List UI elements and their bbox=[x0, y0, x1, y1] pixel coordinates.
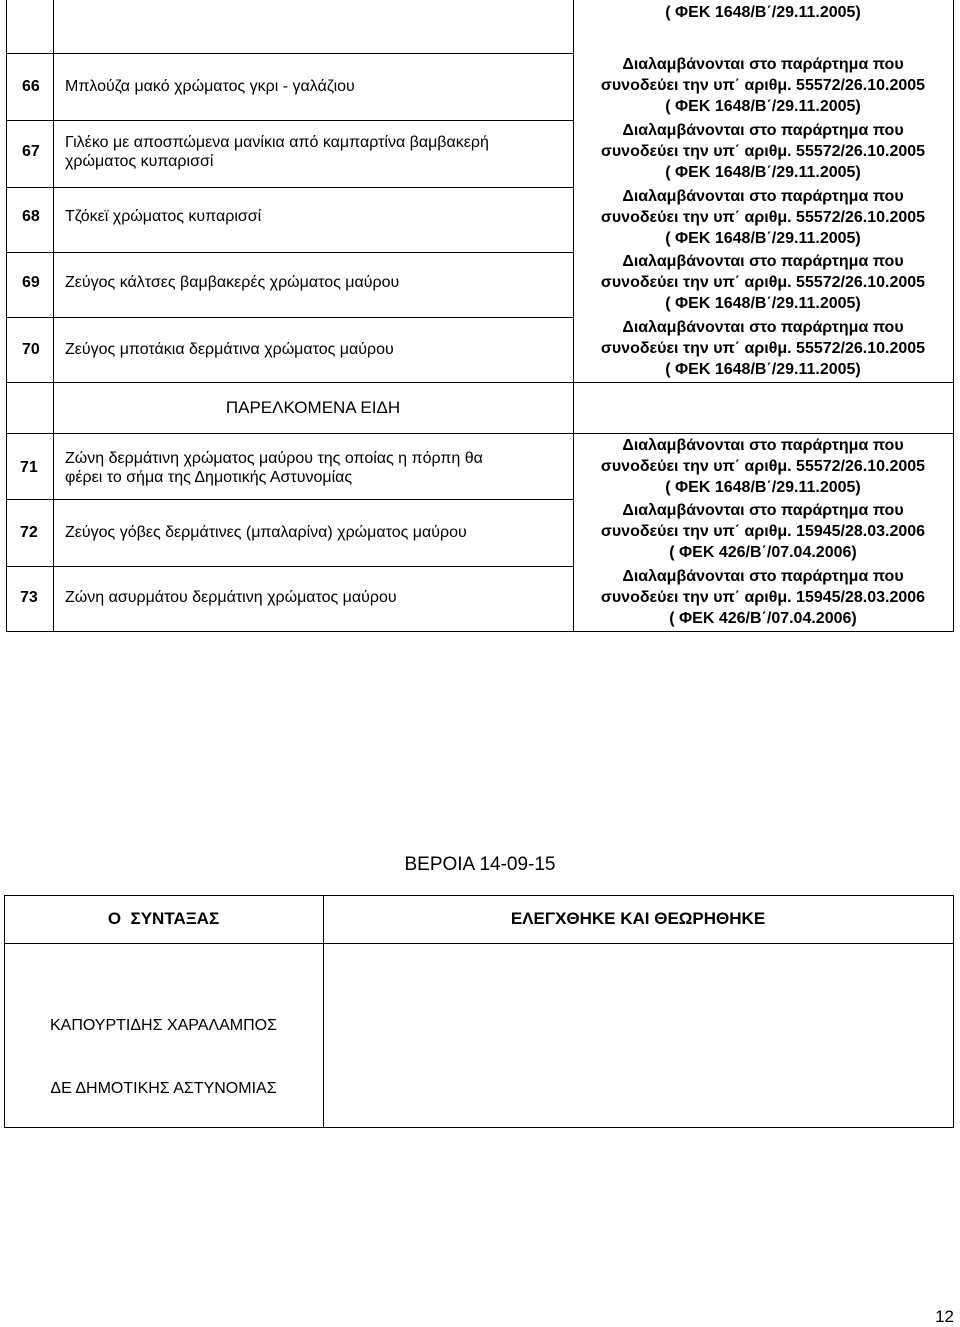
reference-line: συνοδεύει την υπ΄ αριθμ. 15945/28.03.2006 bbox=[600, 523, 926, 540]
reference-line: συνοδεύει την υπ΄ αριθμ. 55572/26.10.2005 bbox=[600, 77, 926, 94]
reference-line: συνοδεύει την υπ΄ αριθμ. 55572/26.10.2005 bbox=[600, 340, 926, 357]
table-rule bbox=[6, 53, 573, 54]
row-description: Ζώνη ασυρμάτου δερμάτινη χρώματος μαύρου bbox=[65, 589, 397, 606]
reference-line: Διαλαμβάνονται στο παράρτημα που bbox=[622, 437, 904, 454]
reference-line: Διαλαμβάνονται στο παράρτημα που bbox=[622, 56, 904, 73]
row-description: φέρει το σήμα της Δημοτικής Αστυνομίας bbox=[65, 469, 353, 486]
reference-line: Διαλαμβάνονται στο παράρτημα που bbox=[622, 122, 904, 139]
reference-line: ( ΦΕΚ 1648/Β΄/29.11.2005) bbox=[665, 98, 861, 115]
table-rule bbox=[6, 566, 573, 567]
approval-heading: ΕΛΕΓΧΘΗΚΕ ΚΑΙ ΘΕΩΡΗΘΗΚΕ bbox=[510, 909, 766, 928]
row-description: Τζόκεϊ χρώματος κυπαρισσί bbox=[65, 208, 262, 225]
reference-line: Διαλαμβάνονται στο παράρτημα που bbox=[622, 568, 904, 585]
reference-line: ( ΦΕΚ 1648/Β΄/29.11.2005) bbox=[665, 479, 861, 496]
reference-line: Διαλαμβάνονται στο παράρτημα που bbox=[622, 188, 904, 205]
section-title: ΠΑΡΕΛΚΟΜΕΝΑ ΕΙΔΗ bbox=[225, 398, 401, 417]
row-description: Γιλέκο με αποσπώμενα μανίκια από καμπαρτίνα βαμβακερή bbox=[65, 134, 489, 151]
table-rule bbox=[6, 120, 573, 121]
table-rule bbox=[6, 382, 953, 383]
table-border-right bbox=[953, 0, 954, 632]
reference-line: ( ΦΕΚ 1648/Β΄/29.11.2005) bbox=[665, 361, 861, 378]
reference-line: συνοδεύει την υπ΄ αριθμ. 55572/26.10.2005 bbox=[600, 274, 926, 291]
row-description: χρώματος κυπαρισσί bbox=[65, 153, 214, 170]
table-border-bottom bbox=[6, 631, 953, 632]
reference-line: συνοδεύει την υπ΄ αριθμ. 55572/26.10.2005 bbox=[600, 458, 926, 475]
reference-line: Διαλαμβάνονται στο παράρτημα που bbox=[622, 319, 904, 336]
compiler-heading: Ο ΣΥΝΤΑΞΑΣ bbox=[107, 909, 220, 928]
row-number: 66 bbox=[22, 78, 40, 95]
row-number: 71 bbox=[20, 459, 38, 476]
table-rule bbox=[6, 433, 953, 434]
reference-line: συνοδεύει την υπ΄ αριθμ. 15945/28.03.2006 bbox=[600, 589, 926, 606]
table-col-divider-1 bbox=[53, 0, 54, 632]
reference-line: Διαλαμβάνονται στο παράρτημα που bbox=[622, 253, 904, 270]
place-date: ΒΕΡΟΙΑ 14-09-15 bbox=[404, 854, 556, 875]
table-rule bbox=[6, 252, 573, 253]
row-number: 73 bbox=[20, 589, 38, 606]
table-rule bbox=[6, 499, 573, 500]
row-description: Ζώνη δερμάτινη χρώματος μαύρου της οποίας η πόρπη θα bbox=[65, 450, 483, 467]
signatory-title: ΔΕ ΔΗΜΟΤΙΚΗΣ ΑΣΤΥΝΟΜΙΑΣ bbox=[50, 1080, 277, 1097]
reference-line: ( ΦΕΚ 1648/Β΄/29.11.2005) bbox=[665, 295, 861, 312]
sig-col-divider bbox=[323, 895, 324, 1128]
header-reference: ( ΦΕΚ 1648/Β΄/29.11.2005) bbox=[665, 4, 861, 21]
row-number: 68 bbox=[22, 208, 40, 225]
reference-line: συνοδεύει την υπ΄ αριθμ. 55572/26.10.2005 bbox=[600, 209, 926, 226]
sig-border-top bbox=[4, 895, 954, 896]
row-description: Ζεύγος γόβες δερμάτινες (μπαλαρίνα) χρώματος μαύρου bbox=[65, 524, 467, 541]
reference-line: συνοδεύει την υπ΄ αριθμ. 55572/26.10.2005 bbox=[600, 143, 926, 160]
reference-line: Διαλαμβάνονται στο παράρτημα που bbox=[622, 502, 904, 519]
sig-border-right bbox=[953, 895, 954, 1128]
reference-line: ( ΦΕΚ 426/Β΄/07.04.2006) bbox=[669, 610, 857, 627]
row-number: 69 bbox=[22, 274, 40, 291]
table-rule bbox=[6, 187, 573, 188]
sig-header-rule bbox=[4, 943, 954, 944]
row-description: Ζεύγος κάλτσες βαμβακερές χρώματος μαύρου bbox=[65, 274, 400, 291]
table-rule bbox=[6, 317, 573, 318]
row-number: 67 bbox=[22, 143, 40, 160]
reference-line: ( ΦΕΚ 426/Β΄/07.04.2006) bbox=[669, 544, 857, 561]
sig-border-bottom bbox=[4, 1127, 954, 1128]
signatory-name: ΚΑΠΟΥΡΤΙΔΗΣ ΧΑΡΑΛΑΜΠΟΣ bbox=[49, 1017, 278, 1034]
row-description: Μπλούζα μακό χρώματος γκρι - γαλάζιου bbox=[65, 78, 355, 95]
row-description: Ζεύγος μποτάκια δερμάτινα χρώματος μαύρου bbox=[65, 341, 394, 358]
row-number: 72 bbox=[20, 524, 38, 541]
page-number: 12 bbox=[935, 1307, 954, 1326]
reference-line: ( ΦΕΚ 1648/Β΄/29.11.2005) bbox=[665, 164, 861, 181]
row-number: 70 bbox=[22, 341, 40, 358]
reference-line: ( ΦΕΚ 1648/Β΄/29.11.2005) bbox=[665, 230, 861, 247]
table-border-left bbox=[6, 0, 7, 632]
